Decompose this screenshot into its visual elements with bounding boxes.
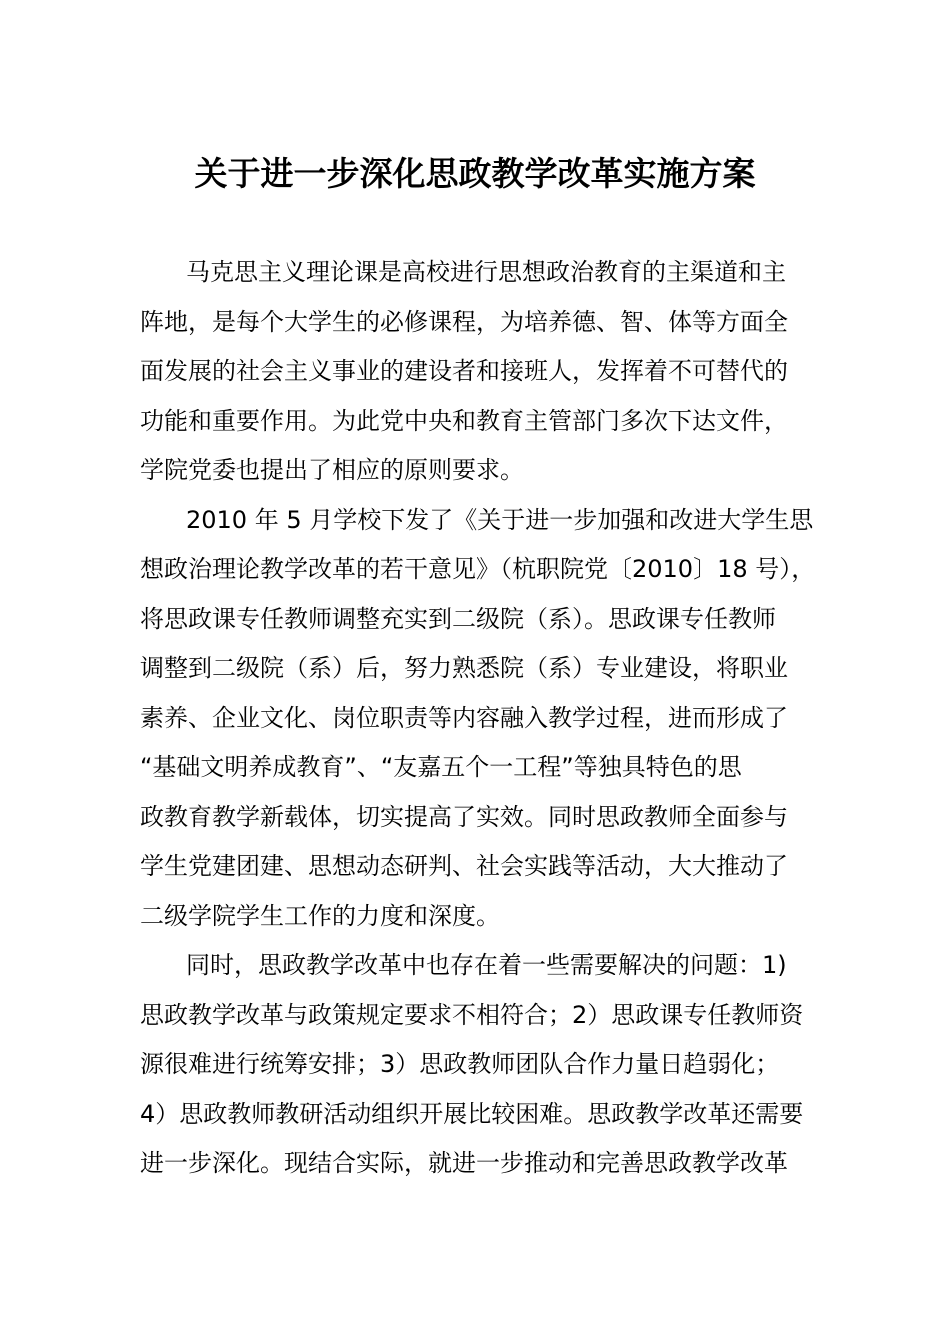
paragraph-1-line-2: 阵地，是每个大学生的必修课程，为培养德、智、体等方面全	[140, 307, 788, 336]
paragraph-2-line-5: 素养、企业文化、岗位职责等内容融入教学过程，进而形成了	[140, 703, 788, 732]
paragraph-2-line-4: 调整到二级院（系）后，努力熟悉院（系）专业建设，将职业	[140, 654, 788, 682]
document-title: 关于进一步深化思政教学改革实施方案	[194, 154, 756, 193]
paragraph-2-line-9: 二级学院学生工作的力度和深度。	[140, 901, 500, 930]
paragraph-3-line-1: 同时，思政教学改革中也存在着一些需要解决的问题：1)	[186, 951, 787, 979]
paragraph-3-line-5: 进一步深化。现结合实际，就进一步推动和完善思政教学改革	[140, 1149, 788, 1177]
paragraph-3-line-2: 思政教学改革与政策规定要求不相符合；2）思政课专任教师资	[140, 1000, 804, 1029]
document-body	[140, 248, 840, 1189]
paragraph-3-line-4: 4）思政教师教研活动组织开展比较困难。思政教学改革还需要	[140, 1099, 804, 1128]
paragraph-2-line-8: 学生党建团建、思想动态研判、社会实践等活动，大大推动了	[140, 852, 788, 880]
paragraph-2-line-6: “基础文明养成教育”、“友嘉五个一工程”等独具特色的思	[140, 753, 742, 781]
paragraph-1-line-5: 学院党委也提出了相应的原则要求。	[140, 456, 524, 484]
paragraph-2-line-3: 将思政课专任教师调整充实到二级院（系）。思政课专任教师	[140, 604, 776, 633]
paragraph-3-line-3: 源很难进行统筹安排；3）思政教师团队合作力量日趋弱化；	[140, 1050, 780, 1078]
paragraph-1-line-4: 功能和重要作用。为此党中央和教育主管部门多次下达文件，	[140, 406, 788, 435]
paragraph-2-line-7: 政教育教学新载体，切实提高了实效。同时思政教师全面参与	[140, 802, 788, 831]
paragraph-2-line-1: 2010 年 5 月学校下发了《关于进一步加强和改进大学生思	[186, 505, 814, 534]
paragraph-1-line-3: 面发展的社会主义事业的建设者和接班人，发挥着不可替代的	[140, 357, 788, 385]
paragraph-2-line-2: 想政治理论教学改革的若干意见》（杭职院党〔2010〕18 号），	[140, 555, 816, 583]
paragraph-1-line-1: 马克思主义理论课是高校进行思想政治教育的主渠道和主	[186, 258, 786, 286]
